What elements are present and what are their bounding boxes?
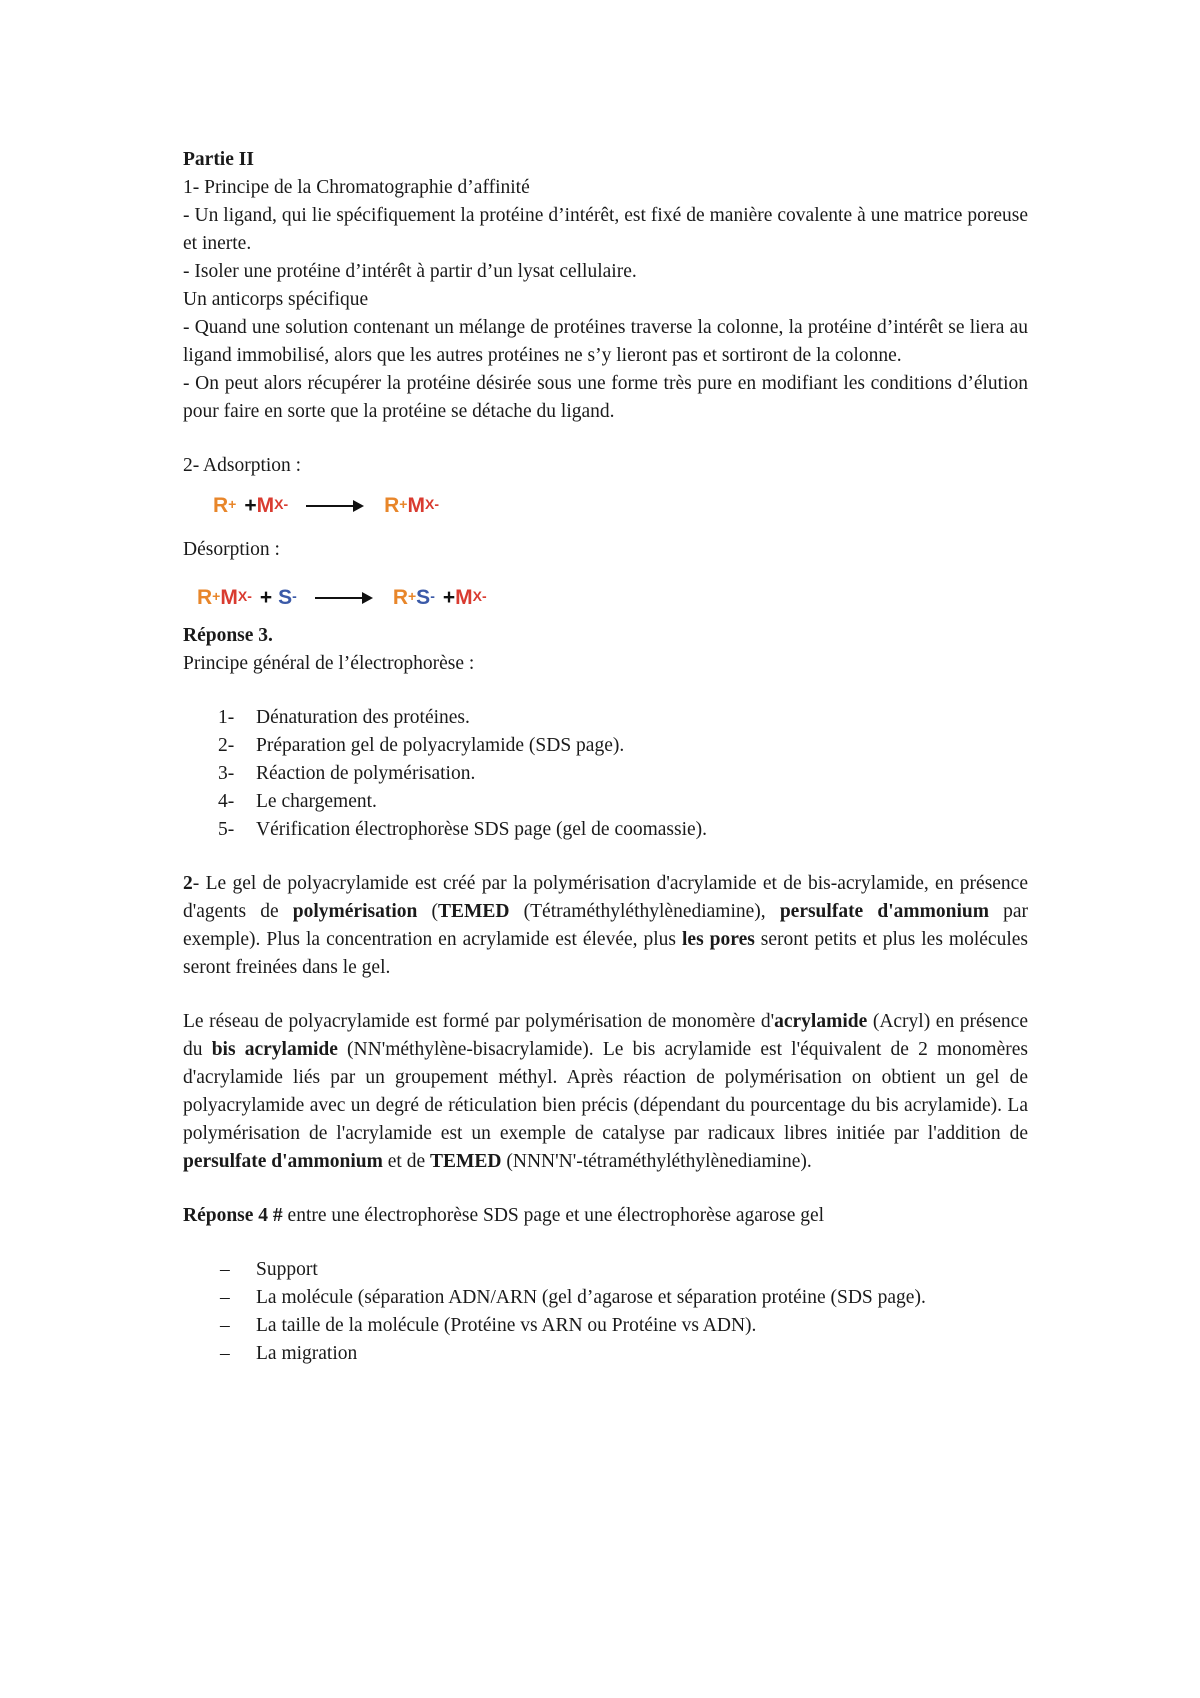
list-item: 3- Réaction de polymérisation.	[218, 763, 476, 784]
eq1-plus: +	[244, 494, 257, 517]
list-item: 4- Le chargement.	[218, 791, 377, 812]
eq1-m: M	[256, 494, 275, 517]
differences-list	[183, 1256, 1028, 1368]
desorption-label: Désorption :	[183, 539, 280, 560]
eq2-plus: +	[259, 586, 273, 609]
eq2-product-s: S	[416, 586, 431, 609]
section-1-line-4: - Quand une solution contenant un mélange de protéines traverse la colonne, la protéine d’intérêt se liera au ligand immobilisé, alors que les autres protéines ne s’y lieront pas et sortiront de la colonne.	[183, 317, 1028, 366]
list-item: 1- Dénaturation des protéines.	[218, 707, 470, 728]
polymerisation-paragraph: Le réseau de polyacrylamide est formé par polymérisation de monomère d'acrylamide (Acryl) en présence du bis acrylamide (NN'méthylène-bisacrylamide). Le bis acrylamide est l'équivalent de 2 monomères d'acrylamide liés par un groupement méthyl. Après réaction de polymérisation on obtient un gel de polyacrylamide avec un degré de réticulation bien précis (dépendant du pourcentage du bis acrylamide). La polymérisation de l'acrylamide est un exemple de catalyse par radicaux libres initiée par l'addition de persulfate d'ammonium et de TEMED (NNN'N'-tétraméthyléthylènediamine).	[183, 1011, 1028, 1172]
desorption-equation: R + M $^{X-}$ + S - R + S - + M $^{X-}$	[183, 576, 1028, 620]
eq1-r: R	[213, 494, 229, 517]
section-1-line-5: - On peut alors récupérer la protéine désirée sous une forme très pure en modifiant les conditions d’élution pour faire en sorte que la protéine se détache du ligand.	[183, 373, 1028, 422]
eq2-product-plus: +	[442, 586, 456, 609]
eq2-r: R	[197, 586, 213, 609]
eq1-product-m: M	[407, 494, 425, 517]
list-item: – Support	[220, 1259, 318, 1280]
eq2-product-m: M	[455, 586, 473, 609]
response-4-heading: Réponse 4 # entre une électrophorèse SDS page et une électrophorèse agarose gel	[183, 1205, 825, 1226]
list-item: – La molécule (séparation ADN/ARN (gel d’agarose et séparation protéine (SDS page).	[220, 1287, 926, 1308]
polyacrylamide-paragraph: 2- Le gel de polyacrylamide est créé par la polymérisation d'acrylamide et de bis-acrylamide, en présence d'agents de polymérisation (TEMED (Tétraméthyléthylènediamine), persulfate d'ammonium par exemple). Plus la concentration en acrylamide est élevée, plus les pores seront petits et plus les molécules seront freinées dans le gel.	[183, 873, 1028, 978]
list-item: 2- Préparation gel de polyacrylamide (SDS page).	[218, 735, 625, 756]
list-item: 5- Vérification électrophorèse SDS page (gel de coomassie).	[218, 819, 708, 840]
eq2-s: S	[278, 586, 293, 609]
eq2-product-r: R	[392, 586, 408, 609]
section-1-line-3: Un anticorps spécifique	[183, 289, 369, 310]
list-item: – La taille de la molécule (Protéine vs ARN ou Protéine vs ADN).	[220, 1315, 757, 1336]
response-3-title: Réponse 3.	[183, 625, 273, 646]
section-1-line-1: - Un ligand, qui lie spécifiquement la protéine d’intérêt, est fixé de manière covalente à une matrice poreuse et inerte.	[183, 205, 1028, 254]
eq2-m: M	[220, 586, 238, 609]
adsorption-label: 2- Adsorption :	[183, 455, 302, 476]
part-title: Partie II	[183, 149, 254, 170]
reaction-arrow-icon	[306, 505, 362, 507]
adsorption-equation: R + + M $^{X-}$ R + M $^{X-}$	[183, 484, 1028, 528]
list-item: – La migration	[220, 1343, 358, 1364]
section-1-line-2: - Isoler une protéine d’intérêt à partir d’un lysat cellulaire.	[183, 261, 637, 282]
reaction-arrow-icon	[315, 597, 371, 599]
section-1-heading: 1- Principe de la Chromatographie d’affinité	[183, 177, 530, 198]
response-3-intro: Principe général de l’électrophorèse :	[183, 653, 475, 674]
document-page	[183, 146, 1028, 1368]
eq1-product-r: R	[384, 494, 400, 517]
electrophoresis-steps	[183, 704, 1028, 844]
